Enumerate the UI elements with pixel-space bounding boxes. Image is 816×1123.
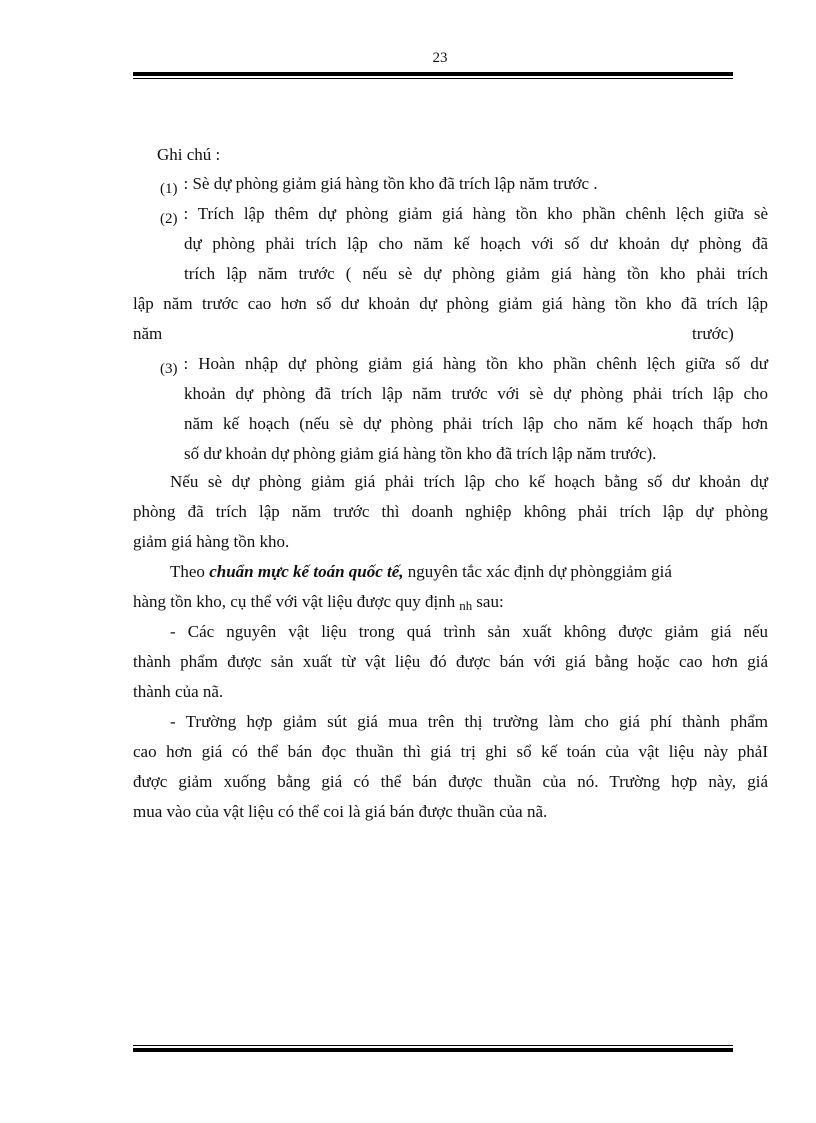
- para-1-line-3: giảm giá hàng tồn kho.: [133, 532, 290, 551]
- note-3-line-4: số dư khoản dự phòng giảm giá hàng tồn kho đã trích lập năm trước).: [184, 444, 657, 463]
- para-4-line-4: mua vào của vật liệu có thể coi là giá bán được thuần của nã.: [133, 802, 548, 821]
- note-2-line-3: trích lập năm trước ( nếu sè dự phòng giảm giá hàng tồn kho phải trích: [184, 264, 768, 283]
- header-rule: [133, 72, 733, 79]
- para-4-line-2: cao hơn giá có thể bán đọc thuần thì giá trị ghi sổ kế toán của vật liệu này phảI: [133, 742, 768, 761]
- footer-rule: [133, 1043, 733, 1052]
- para-3-line-3: thành của nã.: [133, 682, 224, 701]
- note-3-line-2: khoản dự phòng đã trích lập năm trước với sè dự phòng phải trích lập cho: [184, 384, 768, 403]
- note-2-line-5a: năm: [133, 324, 163, 343]
- note-2-line-1: [160, 204, 768, 225]
- para-4-line-1: - Trường hợp giảm sút giá mua trên thị trường làm cho giá phí thành phẩm: [170, 712, 768, 731]
- note-3-text-1: : Hoàn nhập dự phòng giảm giá hàng tồn kho phần chênh lệch giữa số dư: [183, 354, 768, 373]
- note-3-number: (3): [160, 361, 178, 377]
- emphasis-ias: chuẩn mực kế toán quốc tế,: [209, 562, 404, 581]
- note-1-text: : Sè dự phòng giảm giá hàng tồn kho đã trích lập năm trước .: [183, 174, 598, 193]
- note-1-number: (1): [160, 181, 178, 197]
- note-3-line-1: [160, 354, 768, 375]
- para-2-line-1: Theo chuẩn mực kế toán quốc tế, nguyên tắc xác định dự phònggiảm giá: [170, 562, 672, 581]
- note-2-line-5b: trước): [692, 324, 734, 343]
- para-1-line-1: Nếu sè dự phòng giảm giá phải trích lập cho kế hoạch bằng số dư khoản dự: [170, 472, 768, 491]
- note-3-line-3: năm kế hoạch (nếu sè dự phòng phải trích lập cho năm kế hoạch thấp hơn: [184, 414, 768, 433]
- note-2-line-2: dự phòng phải trích lập cho năm kế hoạch với số dư khoản dự phòng đã: [184, 234, 768, 253]
- note-1: [160, 174, 598, 195]
- note-2-line-4: lập năm trước cao hơn số dư khoản dự phòng giảm giá hàng tồn kho đã trích lập: [133, 294, 768, 313]
- para-4-line-3: được giảm xuống bằng giá có thể bán được thuần của nó. Trường hợp này, giá: [133, 772, 768, 791]
- note-2-number: (2): [160, 211, 178, 227]
- note-2-text-1: : Trích lập thêm dự phòng giảm giá hàng tồn kho phần chênh lệch giữa sè: [183, 204, 768, 223]
- note-title: Ghi chú :: [157, 145, 221, 164]
- para-3-line-2: thành phẩm được sản xuất từ vật liệu đó được bán với giá bằng hoặc cao hơn giá: [133, 652, 768, 671]
- para-3-line-1: - Các nguyên vật liệu trong quá trình sản xuất không được giảm giá nếu: [170, 622, 768, 641]
- para-2-line-2: hàng tồn kho, cụ thể với vật liệu được quy định nh sau:: [133, 592, 504, 613]
- page-number: 23: [432, 50, 448, 66]
- para-1-line-2: phòng đã trích lập năm trước thì doanh nghiệp không phải trích lập dự phòng: [133, 502, 768, 521]
